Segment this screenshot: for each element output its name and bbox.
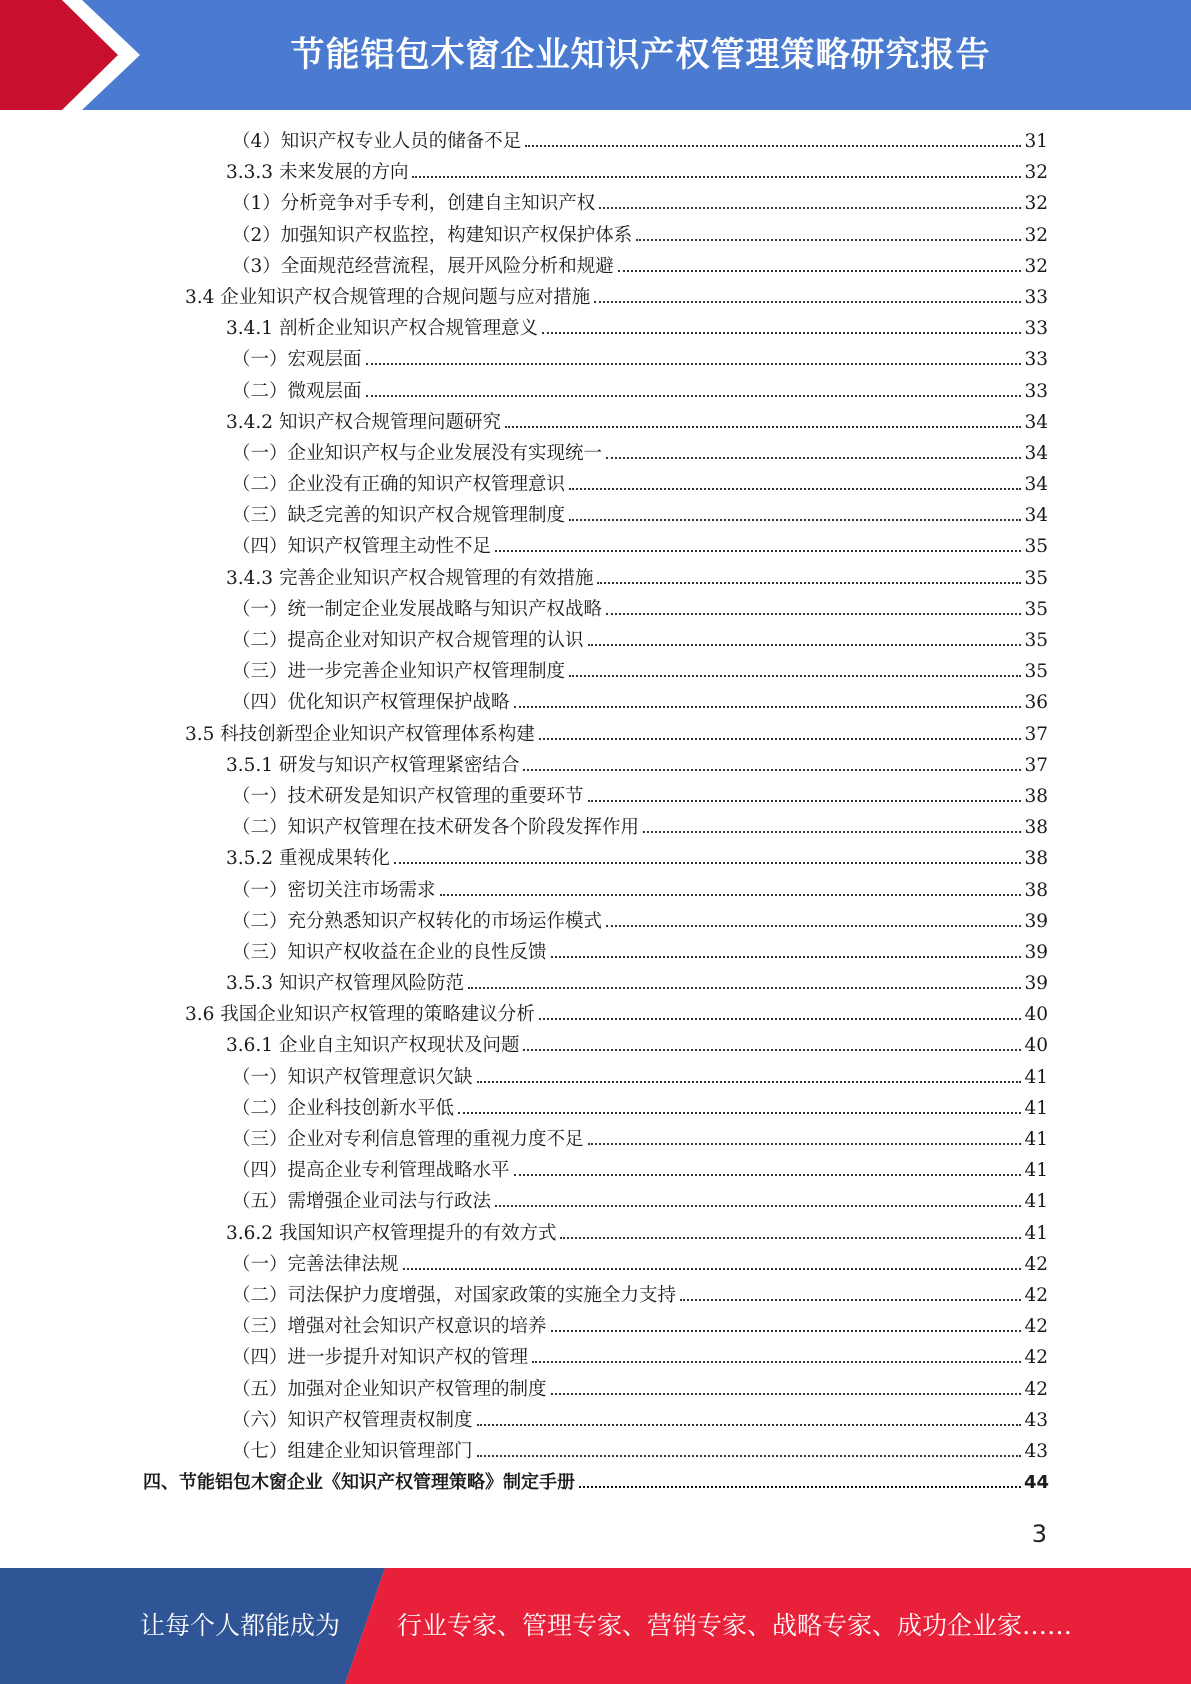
toc-entry[interactable] [0,313,1191,344]
toc-entry[interactable] [0,282,1191,313]
footer-slogan-right: 行业专家、管理专家、营销专家、战略专家、成功企业家…… [397,1611,1073,1640]
toc-dot-leader [599,207,1021,209]
toc-entry-title: 3.5.2 重视成果转化 [226,848,390,870]
toc-entry-page: 43 [1024,1409,1048,1431]
toc-entry-title: （二）微观层面 [232,380,362,402]
toc-entry[interactable] [0,376,1191,407]
toc-entry[interactable] [0,1311,1191,1342]
toc-entry-page: 43 [1024,1440,1048,1462]
toc-entry-title: （四）知识产权管理主动性不足 [232,536,492,558]
toc-dot-leader [403,1268,1021,1270]
toc-entry[interactable] [0,1467,1191,1498]
toc-entry-page: 39 [1024,910,1048,932]
toc-entry-title: （五）需增强企业司法与行政法 [232,1191,492,1213]
toc-dot-leader [477,1081,1021,1083]
toc-entry-page: 33 [1024,349,1048,371]
toc-entry-title: （一）技术研发是知识产权管理的重要环节 [232,785,584,807]
toc-entry[interactable] [0,251,1191,282]
toc-dot-leader [597,582,1021,584]
toc-entry-title: （三）知识产权收益在企业的良性反馈 [232,941,547,963]
document-title: 节能铝包木窗企业知识产权管理策略研究报告 [290,35,991,75]
toc-dot-leader [588,800,1021,802]
toc-entry[interactable] [0,843,1191,874]
toc-dot-leader [551,1393,1021,1395]
toc-entry[interactable] [0,469,1191,500]
toc-dot-leader [523,1049,1021,1051]
toc-dot-leader [606,925,1021,927]
table-of-contents [0,126,1191,1498]
toc-entry-page: 41 [1024,1097,1048,1119]
toc-entry[interactable] [0,188,1191,219]
toc-entry[interactable] [0,719,1191,750]
toc-entry-title: （2）加强知识产权监控，构建知识产权保护体系 [232,224,633,246]
toc-entry[interactable] [0,1062,1191,1093]
toc-entry-title: （4）知识产权专业人员的储备不足 [232,131,522,152]
toc-entry-page: 42 [1024,1347,1048,1369]
toc-dot-leader [366,395,1021,397]
toc-entry-page: 35 [1024,567,1048,589]
toc-dot-leader [514,1174,1021,1176]
toc-entry-page: 34 [1024,505,1048,527]
footer-slogan-left: 让每个人都能成为 [140,1611,341,1640]
toc-entry[interactable] [0,500,1191,531]
toc-dot-leader [477,1455,1021,1457]
toc-entry-page: 36 [1024,692,1048,714]
toc-entry[interactable] [0,157,1191,188]
toc-entry-title: （二）提高企业对知识产权合规管理的认识 [232,630,584,651]
toc-entry-title: （一）知识产权管理意识欠缺 [232,1066,473,1088]
toc-dot-leader [579,1486,1021,1488]
toc-entry-title: （三）缺乏完善的知识产权合规管理制度 [232,505,566,527]
toc-entry-page: 33 [1024,380,1048,402]
toc-entry[interactable] [0,1436,1191,1467]
toc-entry-title: 3.6.2 我国知识产权管理提升的有效方式 [226,1222,557,1244]
page-header [0,0,1191,110]
toc-dot-leader [539,738,1021,740]
toc-entry-title: （一）密切关注市场需求 [232,879,436,901]
toc-entry-page: 33 [1024,318,1048,340]
toc-entry-title: （一）宏观层面 [232,349,362,371]
toc-entry-page: 35 [1024,630,1048,651]
page-footer [0,1568,1191,1684]
toc-dot-leader [477,1424,1021,1426]
toc-entry[interactable] [0,1342,1191,1373]
toc-entry-title: （三）增强对社会知识产权意识的培养 [232,1316,547,1338]
toc-entry-page: 33 [1024,286,1048,308]
toc-entry[interactable] [0,812,1191,843]
toc-dot-leader [594,301,1021,303]
toc-entry-title: 3.3.3 未来发展的方向 [226,162,409,184]
toc-entry[interactable] [0,1186,1191,1217]
toc-entry-title: 3.4 企业知识产权合规管理的合规问题与应对措施 [185,286,591,308]
toc-entry-page: 35 [1024,536,1048,558]
toc-entry[interactable] [0,781,1191,812]
toc-entry[interactable] [0,1030,1191,1061]
toc-entry-title: （3）全面规范经营流程，展开风险分析和规避 [232,255,614,277]
toc-entry-title: （一）企业知识产权与企业发展没有实现统一 [232,442,603,464]
toc-entry-page: 42 [1024,1253,1048,1275]
toc-entry-title: 3.4.3 完善企业知识产权合规管理的有效措施 [226,567,594,589]
toc-entry-title: （四）进一步提升对知识产权的管理 [232,1347,529,1369]
toc-entry-page: 41 [1024,1160,1048,1182]
toc-entry-page: 40 [1024,1004,1048,1026]
toc-entry[interactable] [0,968,1191,999]
toc-dot-leader [394,862,1021,864]
toc-entry-title: （六）知识产权管理责权制度 [232,1409,473,1431]
toc-entry-title: （1）分析竞争对手专利，创建自主知识产权 [232,193,596,215]
toc-dot-leader [514,706,1021,708]
toc-entry-page: 32 [1024,162,1048,184]
toc-entry[interactable] [0,563,1191,594]
toc-dot-leader [680,1299,1021,1301]
toc-dot-leader [458,1112,1021,1114]
toc-dot-leader [505,426,1021,428]
toc-entry-page: 38 [1024,848,1048,870]
toc-dot-leader [643,831,1021,833]
toc-entry[interactable] [0,1124,1191,1155]
toc-entry-page: 41 [1024,1191,1048,1213]
toc-dot-leader [588,644,1021,646]
toc-dot-leader [495,1205,1021,1207]
toc-entry-title: （二）企业没有正确的知识产权管理意识 [232,474,566,496]
toc-entry-page: 39 [1024,973,1048,995]
toc-entry-page: 42 [1024,1316,1048,1338]
toc-entry-page: 42 [1024,1378,1048,1400]
toc-entry-page: 34 [1024,474,1048,496]
toc-entry[interactable] [0,1374,1191,1405]
toc-entry[interactable] [0,438,1191,469]
toc-dot-leader [588,1143,1021,1145]
toc-entry-page: 41 [1024,1222,1048,1244]
toc-entry[interactable] [0,906,1191,937]
toc-entry-title: 3.5.3 知识产权管理风险防范 [226,973,464,995]
toc-dot-leader [366,363,1021,365]
toc-dot-leader [569,488,1021,490]
toc-entry-title: 3.6 我国企业知识产权管理的策略建议分析 [185,1004,535,1026]
toc-entry-page: 35 [1024,661,1048,683]
toc-entry-page: 40 [1024,1035,1048,1057]
toc-entry-page: 34 [1024,411,1048,433]
toc-entry[interactable] [0,126,1191,157]
toc-entry-page: 44 [1024,1472,1050,1494]
toc-entry[interactable] [0,656,1191,687]
toc-entry-page: 38 [1024,879,1048,901]
toc-entry[interactable] [0,1280,1191,1311]
toc-entry[interactable] [0,1218,1191,1249]
toc-dot-leader [523,769,1021,771]
toc-dot-leader [636,239,1021,241]
toc-entry-title: （二）知识产权管理在技术研发各个阶段发挥作用 [232,817,640,839]
toc-dot-leader [440,894,1021,896]
toc-entry-title: （五）加强对企业知识产权管理的制度 [232,1378,547,1400]
toc-dot-leader [412,176,1021,178]
toc-entry[interactable] [0,220,1191,251]
toc-dot-leader [569,519,1021,521]
toc-entry[interactable] [0,1249,1191,1280]
toc-dot-leader [495,550,1021,552]
toc-entry-title: 3.5 科技创新型企业知识产权管理体系构建 [185,723,535,745]
toc-entry[interactable] [0,531,1191,562]
toc-entry-page: 37 [1024,754,1048,776]
toc-entry-title: （三）企业对专利信息管理的重视力度不足 [232,1129,584,1150]
toc-entry[interactable] [0,687,1191,718]
toc-entry-title: （二）司法保护力度增强，对国家政策的实施全力支持 [232,1284,677,1306]
toc-entry-page: 39 [1024,941,1048,963]
toc-dot-leader [551,1330,1021,1332]
toc-entry-page: 38 [1024,785,1048,807]
toc-entry-title: （三）进一步完善企业知识产权管理制度 [232,661,566,683]
toc-entry-page: 34 [1024,442,1048,464]
toc-dot-leader [618,270,1021,272]
toc-entry-title: （二）充分熟悉知识产权转化的市场运作模式 [232,910,603,932]
toc-entry-title: 3.5.1 研发与知识产权管理紧密结合 [226,754,520,776]
toc-entry[interactable] [0,344,1191,375]
toc-entry-title: 3.4.2 知识产权合规管理问题研究 [226,411,501,433]
toc-entry[interactable] [0,999,1191,1030]
toc-dot-leader [606,613,1021,615]
toc-dot-leader [560,1237,1021,1239]
toc-entry[interactable] [0,594,1191,625]
toc-dot-leader [532,1361,1021,1363]
toc-entry-page: 41 [1024,1066,1048,1088]
toc-entry-page: 37 [1024,723,1048,745]
toc-entry[interactable] [0,750,1191,781]
toc-dot-leader [569,675,1021,677]
toc-dot-leader [539,1018,1021,1020]
toc-entry[interactable] [0,1155,1191,1186]
toc-entry[interactable] [0,407,1191,438]
toc-entry-page: 32 [1024,193,1048,215]
toc-entry-title: 四、节能铝包木窗企业《知识产权管理策略》制定手册 [143,1472,575,1494]
toc-dot-leader [606,457,1021,459]
toc-entry-title: （一）完善法律法规 [232,1253,399,1275]
toc-entry-page: 32 [1024,255,1048,277]
toc-entry-page: 31 [1024,131,1048,152]
toc-entry[interactable] [0,875,1191,906]
toc-dot-leader [525,145,1021,147]
toc-entry-title: （二）企业科技创新水平低 [232,1097,455,1119]
toc-entry-title: 3.4.1 剖析企业知识产权合规管理意义 [226,318,538,340]
toc-entry-title: （四）优化知识产权管理保护战略 [232,692,510,714]
toc-entry-page: 42 [1024,1284,1048,1306]
toc-dot-leader [468,987,1021,989]
toc-entry-page: 32 [1024,224,1048,246]
toc-entry[interactable] [0,625,1191,656]
toc-entry-page: 41 [1024,1129,1048,1150]
toc-entry-page: 38 [1024,817,1048,839]
toc-entry-title: （一）统一制定企业发展战略与知识产权战略 [232,598,603,620]
toc-dot-leader [551,956,1021,958]
toc-entry-title: （七）组建企业知识管理部门 [232,1440,473,1462]
page-number: 3 [1031,1520,1047,1548]
toc-entry-page: 35 [1024,598,1048,620]
toc-entry-title: （四）提高企业专利管理战略水平 [232,1160,510,1182]
toc-entry[interactable] [0,1093,1191,1124]
toc-dot-leader [542,332,1021,334]
toc-entry[interactable] [0,937,1191,968]
toc-entry[interactable] [0,1405,1191,1436]
toc-entry-title: 3.6.1 企业自主知识产权现状及问题 [226,1035,520,1057]
